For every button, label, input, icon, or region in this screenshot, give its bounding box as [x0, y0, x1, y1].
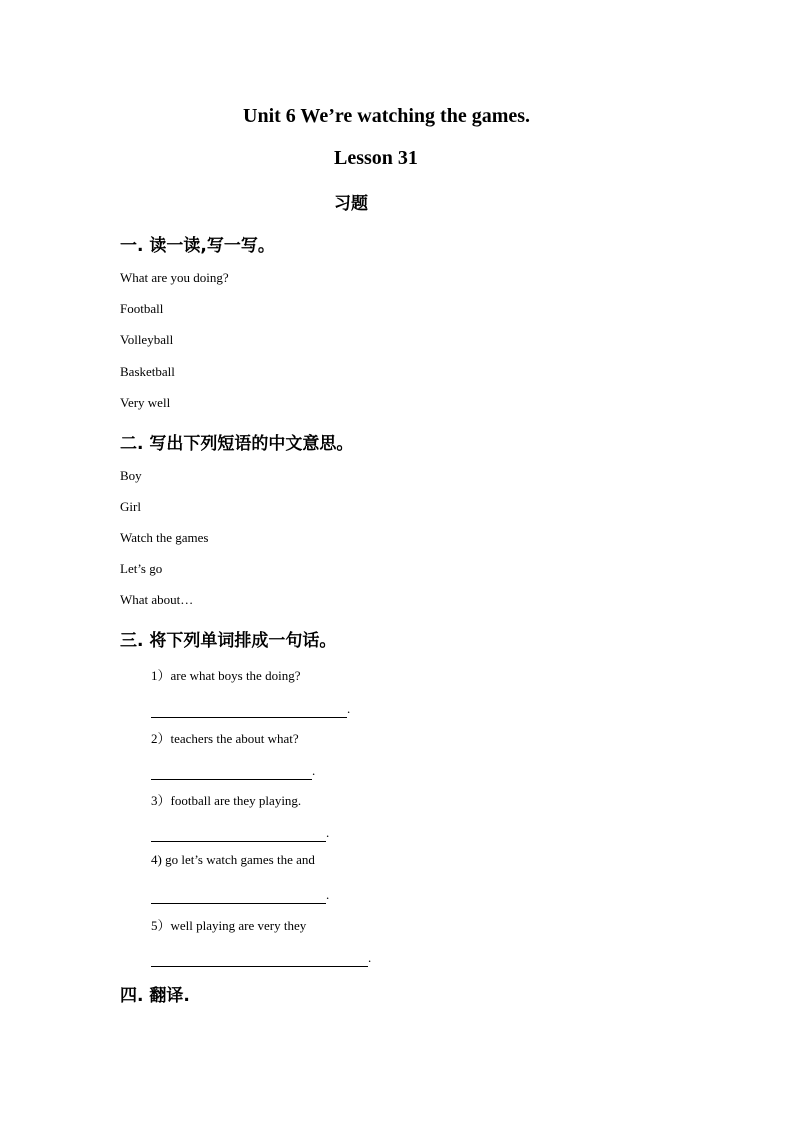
- answer-blank[interactable]: [151, 949, 371, 963]
- answer-line[interactable]: [151, 829, 326, 842]
- lesson-title: Lesson 31: [334, 147, 418, 169]
- section-1-item: Very well: [120, 395, 171, 410]
- answer-line[interactable]: [151, 705, 347, 718]
- section-2-item: Watch the games: [120, 530, 209, 545]
- section-1-heading: 一. 读一读,写一写。: [120, 236, 275, 256]
- section-2-item: Let’s go: [120, 561, 163, 576]
- answer-line[interactable]: [151, 767, 312, 780]
- answer-blank[interactable]: [151, 824, 329, 838]
- reorder-question-prompt: 1）are what boys the doing?: [151, 668, 301, 683]
- section-1-item: Football: [120, 301, 164, 316]
- reorder-question-prompt: 2）teachers the about what?: [151, 731, 299, 746]
- section-4-heading: 四. 翻译.: [120, 986, 190, 1006]
- answer-period: .: [312, 763, 316, 778]
- section-2-item: Boy: [120, 468, 142, 483]
- reorder-question-prompt: 3）football are they playing.: [151, 793, 302, 808]
- reorder-question-prompt: 4) go let’s watch games the and: [151, 852, 315, 867]
- answer-period: .: [326, 887, 330, 902]
- section-3-heading: 三. 将下列单词排成一句话。: [120, 631, 337, 651]
- answer-blank[interactable]: [151, 700, 350, 714]
- answer-period: .: [347, 701, 351, 716]
- answer-line[interactable]: [151, 954, 368, 967]
- exercise-label: 习题: [334, 194, 368, 214]
- section-1-item: Basketball: [120, 364, 175, 379]
- reorder-question-prompt: 5）well playing are very they: [151, 918, 307, 933]
- answer-blank[interactable]: [151, 762, 315, 776]
- section-2-heading: 二. 写出下列短语的中文意思。: [120, 434, 354, 454]
- answer-blank[interactable]: [151, 886, 329, 900]
- unit-title: Unit 6 We’re watching the games.: [243, 105, 531, 127]
- section-2-item: Girl: [120, 499, 141, 514]
- answer-period: .: [326, 825, 330, 840]
- answer-period: .: [368, 950, 372, 965]
- answer-line[interactable]: [151, 891, 326, 904]
- section-1-item: What are you doing?: [120, 270, 229, 285]
- section-2-item: What about…: [120, 592, 194, 607]
- section-1-item: Volleyball: [120, 332, 174, 347]
